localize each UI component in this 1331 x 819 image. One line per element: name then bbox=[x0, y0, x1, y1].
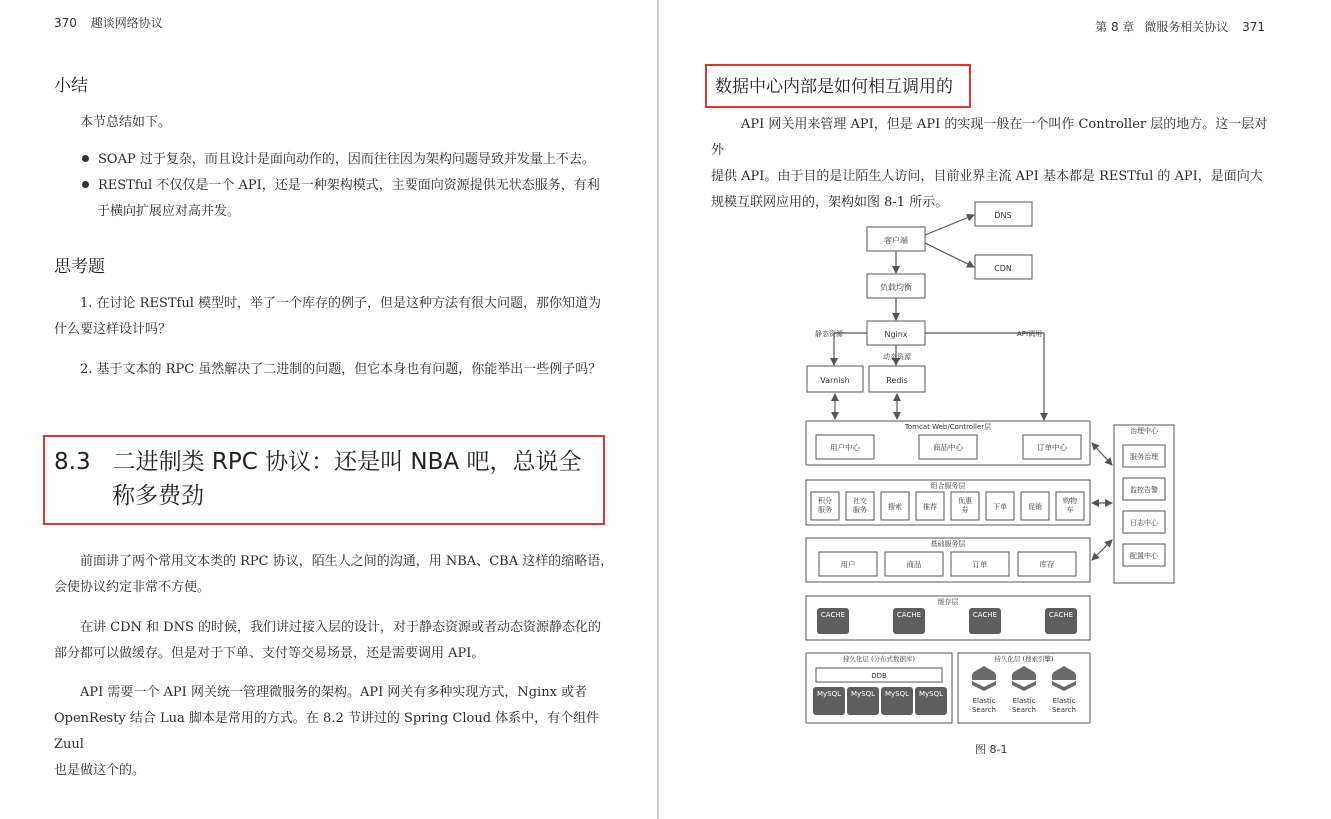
book-title: 趣谈网络协议 bbox=[90, 16, 163, 30]
svg-text:CACHE: CACHE bbox=[1048, 611, 1074, 619]
es-label: Search bbox=[1011, 706, 1037, 714]
mysql-label: MySQL bbox=[850, 690, 876, 698]
api-label: API调用 bbox=[1017, 330, 1043, 338]
right-page bbox=[659, 0, 1331, 819]
composite-service-label: 下单 bbox=[993, 503, 1007, 511]
svg-text:CACHE: CACHE bbox=[972, 611, 998, 619]
client-label: 客户端 bbox=[884, 236, 908, 245]
es-icon-body bbox=[1052, 674, 1076, 680]
es-icon-body bbox=[1012, 674, 1036, 680]
question-1-continuation: 什么要这样设计吗？ bbox=[54, 322, 172, 337]
dynamic-label: 动态资源 bbox=[883, 353, 911, 361]
base-service-label: 用户 bbox=[840, 560, 856, 569]
static-label: 静态资源 bbox=[815, 330, 843, 338]
base-service-label: 订单 bbox=[972, 560, 988, 569]
right-heading: 数据中心内部是如何相互调用的 bbox=[715, 77, 953, 97]
section-title-line: 二进制类 RPC 协议：还是叫 NBA 吧，总说全 bbox=[112, 449, 582, 475]
governance-item-label: 配置中心 bbox=[1130, 552, 1158, 560]
base-service-label: 商品 bbox=[906, 560, 922, 569]
governance-item-label: 监控告警 bbox=[1130, 486, 1158, 494]
left-page bbox=[0, 0, 658, 819]
lb-label: 负载均衡 bbox=[880, 283, 912, 292]
composite-service-label: 购物 bbox=[1063, 497, 1077, 505]
composite-service-label: 服务 bbox=[853, 506, 867, 514]
controller-label: 商品中心 bbox=[933, 443, 963, 452]
question-1: 1. 在讨论 RESTful 模型时，举了一个库存的例子，但是这种方法有很大问题，那你知道为 bbox=[80, 296, 601, 311]
chapter-number: 第 8 章 bbox=[1095, 20, 1135, 34]
chapter-title: 微服务相关协议 bbox=[1144, 20, 1229, 34]
section-title-line: 称多费劲 bbox=[112, 483, 204, 509]
cdn-label: CDN bbox=[994, 264, 1012, 273]
cache-title: 缓存层 bbox=[937, 598, 959, 606]
right-page-header bbox=[1095, 18, 1265, 35]
persist-db-title: 持久化层 (分布式数据库) bbox=[842, 655, 916, 663]
summary-bullet: SOAP 过于复杂，而且设计是面向动作的，因而往往因为架构问题导致并发量上不去。 bbox=[82, 147, 622, 173]
arrow-client-cdn bbox=[925, 243, 974, 267]
es-label: Elastic bbox=[1052, 697, 1076, 705]
figure-caption: 图 8-1 bbox=[975, 743, 1008, 756]
composite-service-label: 社交 bbox=[853, 497, 867, 505]
summary-bullet: RESTful 不仅仅是一个 API，还是一种架构模式，主要面向资源提供无状态服务，有利 bbox=[82, 173, 622, 199]
svg-text:CACHE: CACHE bbox=[896, 611, 922, 619]
summary-bullet-continuation: 于横向扩展应对高并发。 bbox=[97, 204, 241, 219]
redis-label: Redis bbox=[886, 376, 908, 385]
composite-service-label: 积分 bbox=[818, 497, 832, 505]
persist-search-title: 持久化层 (搜索引擎) bbox=[994, 655, 1054, 663]
question-2: 2. 基于文本的 RPC 虽然解决了二进制的问题，但它本身也有问题，你能举出一些例子吗？ bbox=[80, 362, 602, 377]
varnish-label: Varnish bbox=[820, 376, 850, 385]
dns-label: DNS bbox=[994, 211, 1012, 220]
arrow-client-dns bbox=[925, 215, 974, 235]
composite-service-label: 车 bbox=[1066, 506, 1074, 514]
governance-item-label: 服务治理 bbox=[1130, 453, 1158, 461]
composite-title: 组合服务层 bbox=[930, 482, 966, 490]
bullet-icon bbox=[82, 181, 89, 188]
arrow-gov-base bbox=[1092, 540, 1112, 560]
es-label: Search bbox=[971, 706, 997, 714]
es-label: Elastic bbox=[972, 697, 996, 705]
base-service-label: 库存 bbox=[1039, 560, 1055, 569]
left-page-header bbox=[54, 14, 163, 31]
right-paragraph: API 网关用来管理 API，但是 API 的实现一般在一个叫作 Controller 层的地方。这一层对外 提供 API。由于目的是让陌生人访问，目前业界主流 API 基本都是 RESTful 的 API，是面向大 规模互联网应用的，架构如图 8-1 所示。 bbox=[711, 117, 1268, 210]
composite-service-label: 优惠 bbox=[958, 497, 972, 505]
governance-title: 治理中心 bbox=[1130, 427, 1158, 435]
mysql-label: MySQL bbox=[918, 690, 944, 698]
tomcat-title: Tomcat Web/Controller层 bbox=[904, 423, 992, 431]
section-title bbox=[54, 445, 581, 513]
composite-service-label: 服务 bbox=[818, 506, 832, 514]
nginx-label: Nginx bbox=[884, 330, 908, 339]
arrow-gov-tomcat bbox=[1092, 443, 1112, 465]
questions-heading: 思考题 bbox=[54, 257, 105, 277]
composite-service-label: 券 bbox=[961, 506, 969, 514]
summary-intro: 本节总结如下。 bbox=[80, 115, 172, 130]
paragraph: 前面讲了两个常用文本类的 RPC 协议，陌生人之间的沟通，用 NBA、CBA 这样的缩略语， 会使协议约定非常不方便。 bbox=[54, 554, 614, 595]
right-page-number: 371 bbox=[1242, 20, 1265, 34]
controller-label: 用户中心 bbox=[830, 443, 860, 452]
es-icon-body bbox=[972, 674, 996, 680]
arrow-api bbox=[925, 333, 1044, 420]
mysql-label: MySQL bbox=[816, 690, 842, 698]
svg-text:CACHE: CACHE bbox=[820, 611, 846, 619]
section-number: 8.3 bbox=[54, 449, 91, 475]
composite-service-label: 搜索 bbox=[888, 503, 902, 511]
composite-service-label: 促销 bbox=[1028, 503, 1042, 511]
es-label: Search bbox=[1051, 706, 1077, 714]
base-title: 基础服务层 bbox=[930, 540, 966, 548]
paragraph: 在讲 CDN 和 DNS 的时候，我们讲过接入层的设计，对于静态资源或者动态资源静态化的 部分都可以做缓存。但是对于下单、支付等交易场景，还是需要调用 API。 bbox=[54, 620, 601, 661]
controller-label: 订单中心 bbox=[1037, 443, 1067, 452]
left-page-number: 370 bbox=[54, 16, 77, 30]
paragraph: API 需要一个 API 网关统一管理微服务的架构。API 网关有多种实现方式，Nginx 或者 OpenResty 结合 Lua 脚本是常用的方式。在 8.2 节讲过的 Spring Cloud 体系中，有个组件 Zuul 也是做这个的。 bbox=[54, 685, 600, 778]
ddb-label: DDB bbox=[871, 672, 887, 680]
es-label: Elastic bbox=[1012, 697, 1036, 705]
bullet-icon bbox=[82, 155, 89, 162]
architecture-diagram bbox=[805, 195, 1185, 735]
summary-heading: 小结 bbox=[54, 76, 88, 96]
mysql-label: MySQL bbox=[884, 690, 910, 698]
governance-item-label: 日志中心 bbox=[1130, 519, 1158, 527]
composite-service-label: 推荐 bbox=[923, 503, 937, 511]
